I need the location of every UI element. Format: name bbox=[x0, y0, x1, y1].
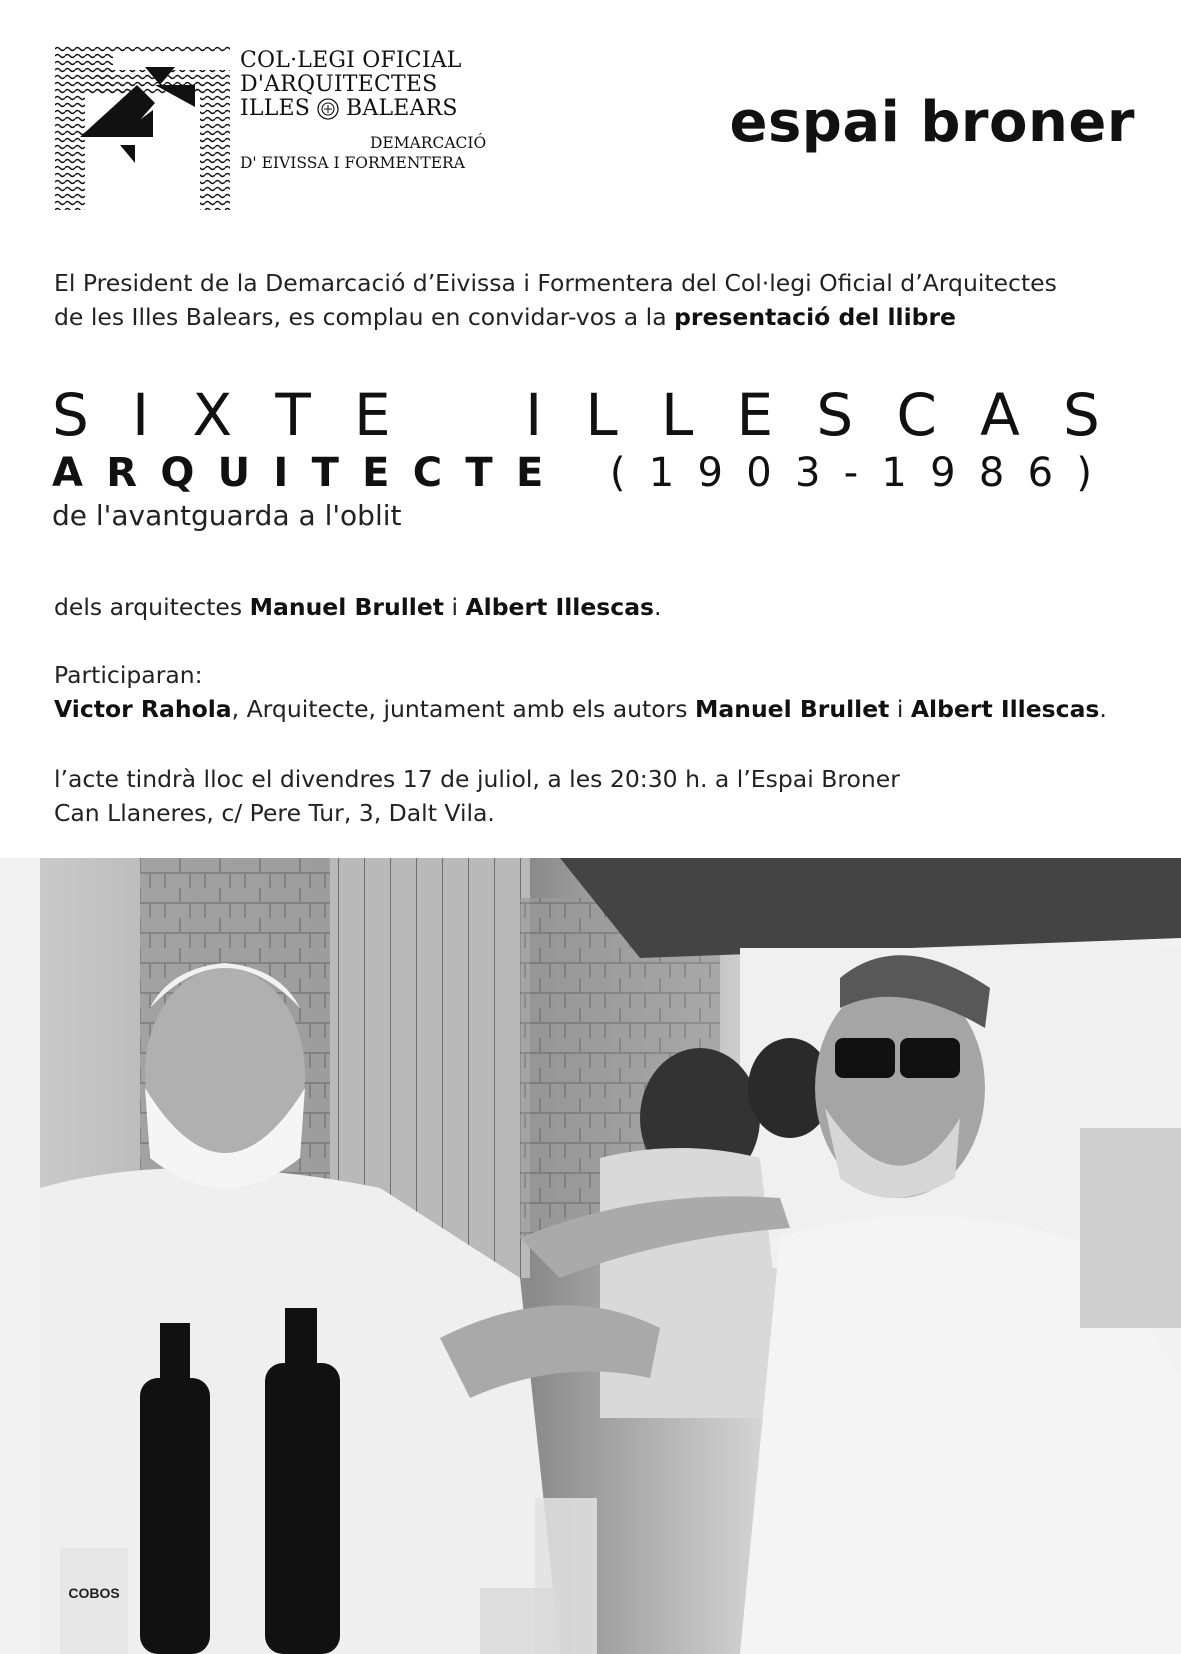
logo-demarcacio: DEMARCACIÓ bbox=[370, 134, 487, 152]
event-details bbox=[54, 762, 1154, 830]
title-word-2-letter-5: C bbox=[896, 381, 937, 449]
seal-icon bbox=[316, 97, 340, 121]
title-word-2-letter-1: L bbox=[585, 381, 618, 449]
subtitle-years-letter-10: ) bbox=[1076, 450, 1092, 496]
subtitle-years-letter-2: 9 bbox=[697, 450, 723, 496]
bottle-right bbox=[265, 1363, 340, 1654]
title-word-2-letter-3: E bbox=[736, 381, 774, 449]
participants-line bbox=[54, 692, 1154, 726]
title-word-1-letter-4: E bbox=[353, 381, 391, 449]
subtitle-word-letter-4: I bbox=[273, 450, 289, 496]
subtitle-word-letter-3: U bbox=[217, 450, 251, 496]
intro-text bbox=[54, 266, 1144, 334]
book-tagline: de l'avantguarda a l'oblit bbox=[52, 499, 402, 532]
black-and-white-photo bbox=[0, 858, 1181, 1654]
subtitle-word-letter-7: C bbox=[412, 450, 443, 496]
subtitle-word-letter-5: T bbox=[311, 450, 339, 496]
logo-text bbox=[240, 49, 486, 173]
logo-mark-icon bbox=[55, 45, 230, 210]
subtitle-years-letter-3: 0 bbox=[746, 450, 772, 496]
logo-line-1: COL·LEGI OFICIAL bbox=[240, 48, 462, 73]
logo-line-3-right: BALEARS bbox=[346, 96, 458, 121]
authors-conj: i bbox=[444, 593, 466, 621]
title-word-2-letter-0: I bbox=[525, 381, 543, 449]
participants-label: Participaran: bbox=[54, 661, 203, 689]
title-word-1-letter-3: T bbox=[275, 381, 311, 449]
subtitle-years-letter-6: 1 bbox=[881, 450, 907, 496]
participants-block bbox=[54, 658, 1154, 726]
book-title-block bbox=[52, 380, 1100, 534]
title-word-2-letter-6: A bbox=[980, 381, 1020, 449]
subtitle-years-letter-9: 6 bbox=[1027, 450, 1054, 496]
bottle-left bbox=[140, 1378, 210, 1654]
intro-line-2-bold: presentació del llibre bbox=[674, 303, 956, 331]
author-2: Albert Illescas bbox=[465, 593, 655, 621]
book-title bbox=[52, 380, 1100, 450]
subtitle-years-letter-7: 9 bbox=[930, 450, 956, 496]
subtitle-word-letter-2: Q bbox=[160, 450, 195, 496]
title-word-1-letter-0: S bbox=[52, 381, 89, 449]
participant-role: , Arquitecte, juntament amb els autors bbox=[231, 695, 695, 723]
authors-suffix: . bbox=[654, 593, 662, 621]
venue-name: espai broner bbox=[729, 90, 1135, 155]
subtitle-years-letter-8: 8 bbox=[978, 450, 1005, 496]
subtitle-word-letter-9: E bbox=[515, 450, 544, 496]
title-word-1-letter-1: I bbox=[132, 381, 150, 449]
intro-line-2 bbox=[54, 300, 1144, 334]
subtitle-word-letter-1: R bbox=[106, 450, 138, 496]
participant-suffix: . bbox=[1099, 695, 1107, 723]
event-line-2: Can Llaneres, c/ Pere Tur, 3, Dalt Vila. bbox=[54, 799, 495, 827]
subtitle-word-letter-6: E bbox=[362, 450, 390, 496]
authors-prefix: dels arquitectes bbox=[54, 593, 250, 621]
subtitle-years-letter-1: 1 bbox=[648, 450, 675, 496]
subtitle-years-letter-0: ( bbox=[609, 450, 626, 496]
participant-conj: i bbox=[889, 695, 911, 723]
subtitle-years-letter-4: 3 bbox=[794, 450, 821, 496]
logo-eivissa-formentera: D' EIVISSA I FORMENTERA bbox=[240, 154, 465, 172]
glass-left bbox=[60, 1548, 128, 1654]
participant-name: Victor Rahola bbox=[54, 695, 232, 723]
sunglasses bbox=[835, 1038, 895, 1078]
logo-line-3 bbox=[240, 97, 486, 121]
title-word-1-letter-2: X bbox=[192, 381, 233, 449]
photo-illustration bbox=[0, 858, 1181, 1654]
subtitle-years-letter-5: - bbox=[843, 450, 859, 496]
author-1: Manuel Brullet bbox=[249, 593, 444, 621]
word-gap bbox=[434, 380, 482, 450]
title-word-2-letter-7: S bbox=[1063, 381, 1100, 449]
word-gap bbox=[567, 450, 587, 496]
bottle-label: COBOS bbox=[68, 1585, 120, 1601]
subtitle-word-letter-8: T bbox=[465, 450, 493, 496]
title-word-2-letter-2: L bbox=[660, 381, 694, 449]
logo-line-2: D'ARQUITECTES bbox=[240, 72, 438, 97]
coaib-logo bbox=[55, 45, 495, 215]
intro-line-1: El President de la Demarcació d’Eivissa i Formentera del Col·legi Oficial d’Arquitectes bbox=[54, 269, 1057, 297]
intro-line-2-text: de les Illes Balears, es complau en convidar-vos a la bbox=[54, 303, 675, 331]
header bbox=[55, 45, 1135, 215]
participant-author-2: Albert Illescas bbox=[910, 695, 1100, 723]
subtitle-word-letter-0: A bbox=[52, 450, 83, 496]
logo-line-3-left: ILLES bbox=[240, 96, 311, 121]
authors-line bbox=[54, 590, 1154, 624]
title-word-2-letter-4: S bbox=[816, 381, 854, 449]
participant-author-1: Manuel Brullet bbox=[694, 695, 890, 723]
book-subtitle bbox=[52, 450, 1092, 496]
event-line-1: l’acte tindrà lloc el divendres 17 de juliol, a les 20:30 h. a l’Espai Broner bbox=[54, 765, 900, 793]
